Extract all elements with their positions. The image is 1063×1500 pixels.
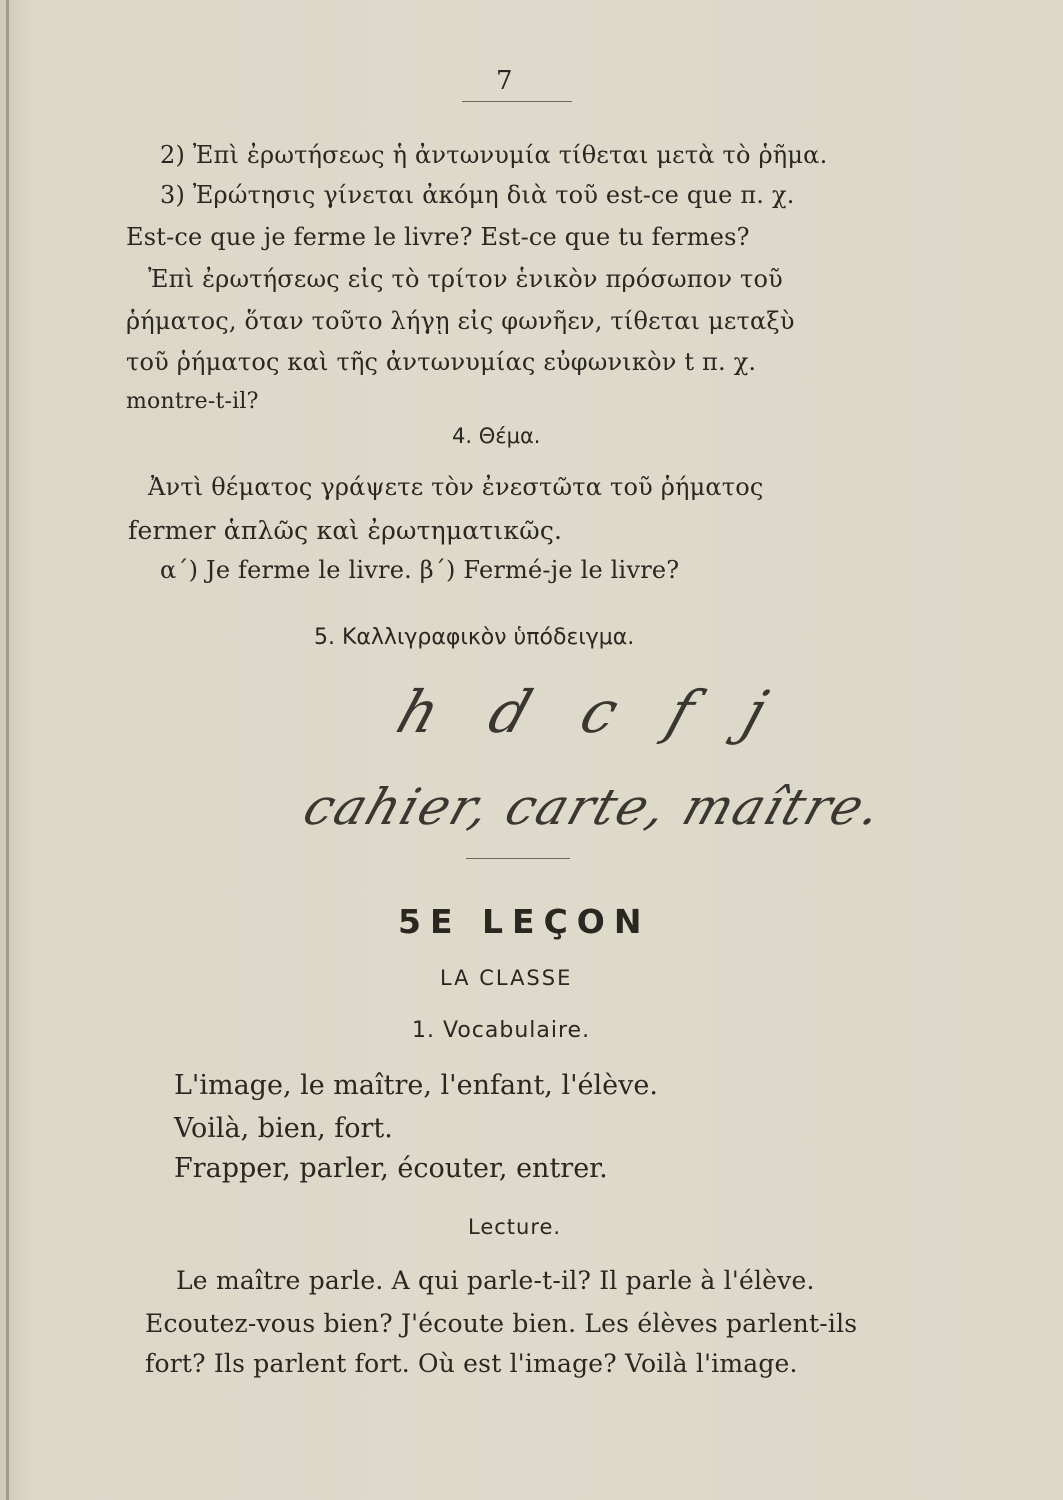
reading-heading: Lecture. [468,1215,562,1239]
reading-line: Le maître parle. A qui parle-t-il? Il parle à l'élève. [176,1266,815,1295]
rule-line: ῥήματος, ὅταν τοῦτο λήγῃ εἰς φωνῆεν, τίθεται μεταξὺ [126,307,795,335]
top-rule [462,101,572,102]
calligraphy-heading: 5. Καλλιγραφικὸν ὑπόδειγμα. [314,625,635,650]
vocabulary-heading: 1. Vocabulaire. [412,1018,591,1043]
lesson-title: 5E LEÇON [398,902,651,941]
calligraphy-words: cahier, carte, maître. [296,778,892,836]
exercise-line: fermer ἁπλῶς καὶ ἐρωτηματικῶς. [128,516,563,545]
rule-line: Ἐπὶ ἐρωτήσεως εἰς τὸ τρίτον ἑνικὸν πρόσωπον τοῦ [148,265,783,293]
rule-line: montre-t-il? [126,389,259,414]
rule-line: 3) Ἐρώτησις γίνεται ἀκόμη διὰ τοῦ est-ce que π. χ. [160,181,795,209]
rule-line: τοῦ ῥήματος καὶ τῆς ἀντωνυμίας εὐφωνικὸν t π. χ. [126,348,757,376]
exercise-heading: 4. Θέμα. [452,424,541,448]
vocabulary-line: Voilà, bien, fort. [174,1113,393,1144]
calligraphy-rule [466,858,570,859]
rule-line: Est-ce que je ferme le livre? Est-ce que tu fermes? [126,223,750,251]
lesson-subtitle: LA CLASSE [440,966,573,990]
vocabulary-line: Frapper, parler, écouter, entrer. [174,1153,608,1184]
exercise-line: Ἀντὶ θέματος γράψετε τὸν ἐνεστῶτα τοῦ ῥήματος [148,473,764,501]
calligraphy-letters: h d c f j [388,678,794,746]
rule-line: 2) Ἐπὶ ἐρωτήσεως ἡ ἀντωνυμία τίθεται μετὰ τὸ ῥῆμα. [160,141,828,169]
page-edge [6,0,9,1500]
vocabulary-line: L'image, le maître, l'enfant, l'élève. [174,1070,658,1101]
reading-line: fort? Ils parlent fort. Où est l'image? Voilà l'image. [145,1349,798,1378]
reading-line: Ecoutez-vous bien? J'écoute bien. Les élèves parlent-ils [145,1309,858,1338]
page-number: 7 [496,66,513,96]
exercise-line: α΄) Je ferme le livre. β΄) Fermé-je le livre? [160,556,680,584]
